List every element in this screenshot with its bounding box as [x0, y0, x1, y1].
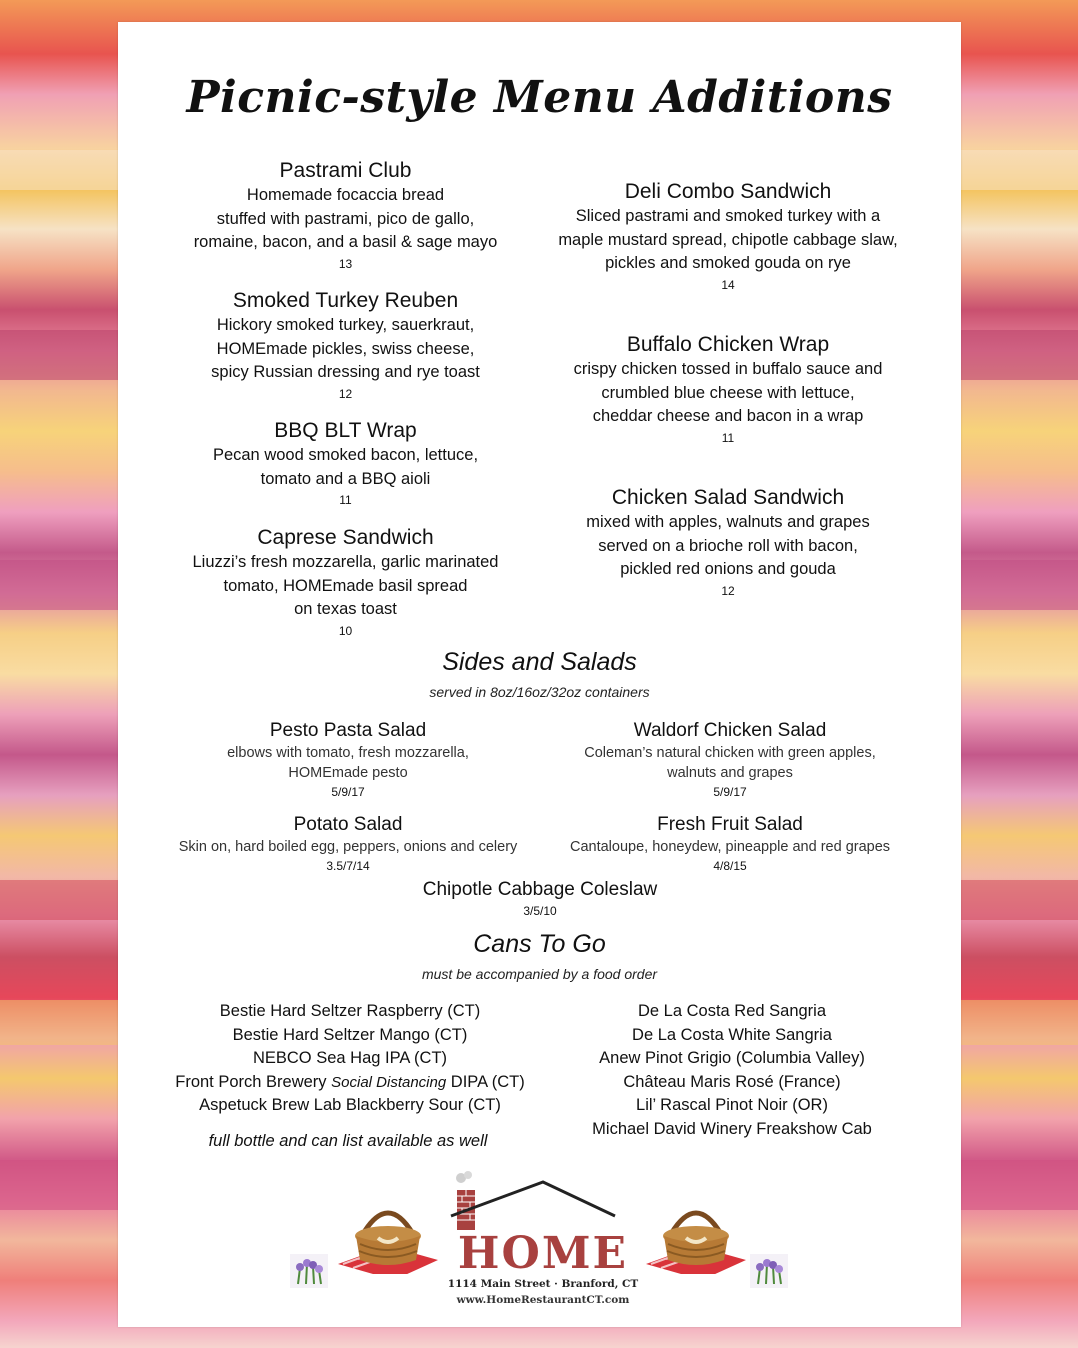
item-price: 13	[338, 256, 353, 271]
item-desc: spicy Russian dressing and rye toast	[211, 363, 480, 381]
can-item-text: DIPA (CT)	[446, 1072, 525, 1091]
can-item-emphasis: Social Distancing	[331, 1073, 447, 1091]
menu-item-smoked-turkey-reuben	[158, 288, 533, 403]
menu-item-deli-combo	[538, 179, 918, 294]
logo-wordmark: HOME	[457, 1228, 629, 1279]
cans-title: Cans To Go	[473, 930, 606, 958]
item-name: Deli Combo Sandwich	[624, 180, 832, 203]
item-desc: pickled red onions and gouda	[620, 560, 836, 578]
side-desc: Cantaloupe, honeydew, pineapple and red grapes	[569, 839, 891, 855]
can-item: Bestie Hard Seltzer Mango (CT)	[232, 1025, 468, 1044]
side-desc: Coleman’s natural chicken with green apples,	[584, 745, 876, 761]
bottle-list-note: full bottle and can list available as well	[208, 1132, 488, 1150]
can-item: De La Costa Red Sangria	[637, 1002, 827, 1020]
item-desc: cheddar cheese and bacon in a wrap	[592, 407, 864, 425]
item-name: Chicken Salad Sandwich	[611, 486, 845, 509]
can-item: Aspetuck Brew Lab Blackberry Sour (CT)	[199, 1096, 501, 1115]
side-name: Pesto Pasta Salad	[269, 720, 427, 741]
side-price: 5/9/17	[331, 785, 365, 799]
can-item: Bestie Hard Seltzer Raspberry (CT)	[219, 1002, 481, 1020]
cans-list-right	[532, 1000, 932, 1142]
item-desc: pickles and smoked gouda on rye	[605, 254, 851, 272]
menu-item-buffalo-chicken-wrap	[538, 332, 918, 447]
item-price: 10	[338, 623, 353, 638]
can-item-text: Front Porch Brewery	[175, 1072, 332, 1091]
can-item: Anew Pinot Grigio (Columbia Valley)	[599, 1049, 865, 1068]
can-item: NEBCO Sea Hag IPA (CT)	[252, 1049, 448, 1068]
side-potato-salad	[148, 813, 548, 875]
picnic-basket-icon	[338, 1194, 438, 1274]
side-desc: walnuts and grapes	[667, 765, 793, 781]
side-price: 3.5/7/14	[326, 859, 370, 873]
menu-item-bbq-blt-wrap	[158, 418, 533, 509]
side-desc: elbows with tomato, fresh mozzarella,	[227, 745, 469, 761]
side-fresh-fruit-salad	[530, 813, 930, 875]
menu-item-pastrami-club	[158, 158, 533, 273]
item-price: 11	[721, 430, 735, 445]
menu-title: Picnic-style Menu Additions	[186, 72, 893, 123]
item-desc: mixed with apples, walnuts and grapes	[586, 513, 870, 531]
item-desc: crumbled blue cheese with lettuce,	[601, 383, 855, 402]
item-name: Buffalo Chicken Wrap	[626, 333, 830, 356]
item-desc: Hickory smoked turkey, sauerkraut,	[216, 316, 475, 334]
item-desc: stuffed with pastrami, pico de gallo,	[216, 209, 475, 228]
can-item: Michael David Winery Freakshow Cab	[592, 1119, 872, 1138]
can-item: De La Costa White Sangria	[632, 1025, 832, 1044]
menu-item-caprese-sandwich	[158, 525, 533, 640]
side-desc: Skin on, hard boiled egg, peppers, onions and celery	[178, 839, 518, 855]
item-desc: Sliced pastrami and smoked turkey with a	[575, 207, 881, 225]
side-waldorf-chicken-salad	[540, 719, 920, 801]
side-name: Potato Salad	[293, 814, 403, 835]
logo-url[interactable]: www.HomeRestaurantCT.com	[456, 1294, 630, 1306]
side-price: 5/9/17	[713, 785, 747, 799]
side-price: 3/5/10	[523, 904, 557, 918]
item-desc: romaine, bacon, and a basil & sage mayo	[193, 233, 498, 251]
logo-address: 1114 Main Street · Branford, CT	[447, 1278, 639, 1290]
cans-subtitle: must be accompanied by a food order	[421, 966, 658, 982]
item-price: 14	[721, 277, 735, 292]
flower-icon	[750, 1254, 788, 1288]
can-item: Château Maris Rosé (France)	[623, 1072, 841, 1091]
side-name: Chipotle Cabbage Coleslaw	[422, 879, 658, 900]
sides-title: Sides and Salads	[442, 648, 637, 676]
menu-page	[118, 22, 961, 1327]
item-desc: on texas toast	[294, 600, 397, 618]
item-name: Smoked Turkey Reuben	[232, 289, 459, 312]
sides-subtitle: served in 8oz/16oz/32oz containers	[429, 684, 650, 700]
side-price: 4/8/15	[713, 859, 747, 873]
can-item	[150, 1071, 550, 1095]
item-desc: maple mustard spread, chipotle cabbage slaw,	[558, 230, 898, 249]
picnic-basket-icon	[646, 1194, 746, 1274]
flower-icon	[290, 1254, 328, 1288]
item-desc: served on a brioche roll with bacon,	[598, 536, 858, 555]
side-name: Fresh Fruit Salad	[657, 814, 803, 835]
item-name: Pastrami Club	[279, 159, 412, 182]
item-desc: HOMEmade pickles, swiss cheese,	[216, 339, 475, 358]
item-price: 11	[339, 493, 352, 507]
menu-item-chicken-salad-sandwich	[538, 485, 918, 600]
cans-list-left	[150, 1000, 550, 1118]
side-name: Waldorf Chicken Salad	[633, 720, 827, 741]
side-chipotle-coleslaw	[340, 878, 740, 920]
can-item: Lil’ Rascal Pinot Noir (OR)	[636, 1096, 828, 1115]
side-desc: HOMEmade pesto	[288, 765, 408, 781]
item-price: 12	[721, 583, 735, 598]
home-restaurant-logo	[443, 1170, 643, 1306]
item-desc: Homemade focaccia bread	[246, 186, 445, 204]
item-desc: Liuzzi’s fresh mozzarella, garlic marinated	[192, 553, 499, 571]
side-pesto-pasta-salad	[158, 719, 538, 801]
item-desc: Pecan wood smoked bacon, lettuce,	[212, 446, 479, 464]
item-name: Caprese Sandwich	[257, 526, 434, 549]
item-price: 12	[338, 386, 353, 401]
item-desc: tomato and a BBQ aioli	[260, 469, 431, 488]
item-desc: tomato, HOMEmade basil spread	[223, 576, 468, 595]
item-desc: crispy chicken tossed in buffalo sauce and	[573, 360, 883, 378]
item-name: BBQ BLT Wrap	[274, 419, 417, 442]
house-roof-icon	[443, 1170, 643, 1232]
